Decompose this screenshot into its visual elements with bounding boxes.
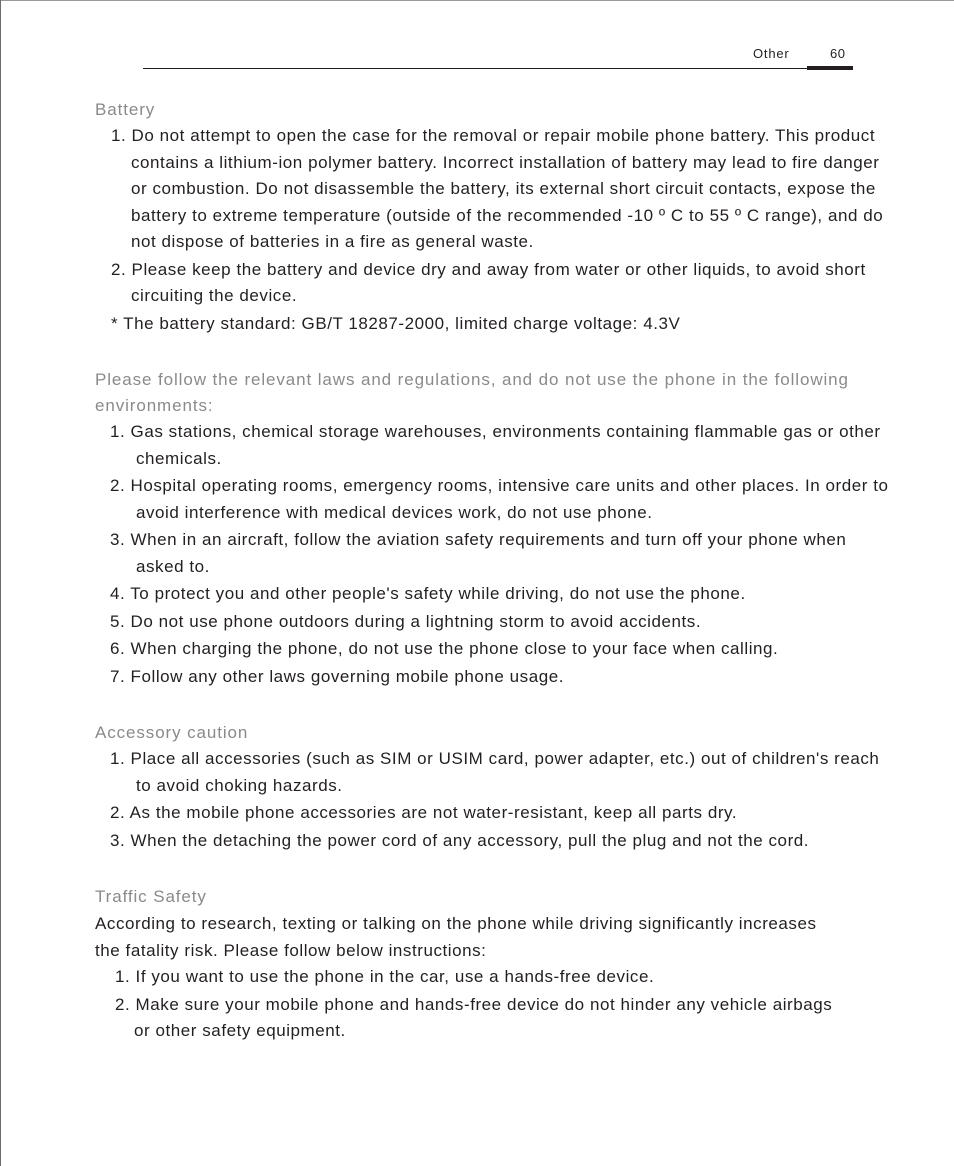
battery-item-2: 2. Please keep the battery and device dry and away from water or other liquids, to avoid short circuiting the device. — [111, 259, 866, 305]
section-spacer — [95, 855, 895, 884]
battery-heading: Battery — [95, 100, 156, 119]
environment-item-1: 1. Gas stations, chemical storage warehouses, environments containing flammable gas or other chemicals. — [110, 422, 881, 468]
header-rule — [143, 68, 853, 69]
section-spacer — [95, 691, 895, 720]
header-section-label: Other — [753, 46, 790, 61]
battery-standard-note: * The battery standard: GB/T 18287-2000, limited charge voltage: 4.3V — [111, 313, 681, 333]
accessory-section — [95, 720, 895, 854]
header-accent-bar — [807, 66, 853, 70]
environment-item-7: 7. Follow any other laws governing mobile phone usage. — [110, 666, 565, 686]
environment-item-2: 2. Hospital operating rooms, emergency rooms, intensive care units and other places. In order to avoid interference with medical devices work, do not use phone. — [110, 476, 889, 522]
accessory-heading: Accessory caution — [95, 723, 249, 742]
section-spacer — [95, 338, 895, 367]
environment-item-6: 6. When charging the phone, do not use the phone close to your face when calling. — [110, 639, 779, 658]
environment-item-5: 5. Do not use phone outdoors during a lightning storm to avoid accidents. — [110, 611, 702, 631]
traffic-item-2: 2. Make sure your mobile phone and hands-free device do not hinder any vehicle airbags or other safety equipment. — [115, 994, 833, 1040]
traffic-heading: Traffic Safety — [95, 887, 207, 906]
environments-section — [95, 367, 895, 690]
environment-item-4: 4. To protect you and other people's safety while driving, do not use the phone. — [110, 584, 746, 603]
battery-item-1: 1. Do not attempt to open the case for the removal or repair mobile phone battery. This product contains a lithium-ion polymer battery. Incorrect installation of battery may lead to fire danger or combustion. Do not disassemble the battery, its external short circuit contacts, expose the battery to extreme temperature (outside of the recommended -10 º C to 55 º C range), and do not dispose of batteries in a fire as general waste. — [111, 126, 884, 251]
accessory-item-3: 3. When the detaching the power cord of any accessory, pull the plug and not the cord. — [110, 830, 810, 850]
traffic-intro: According to research, texting or talking on the phone while driving significantly increases the fatality risk. Please follow below instructions: — [95, 914, 817, 960]
page-left-border — [0, 0, 1, 1166]
accessory-item-2: 2. As the mobile phone accessories are not water-resistant, keep all parts dry. — [110, 803, 738, 822]
environment-item-3: 3. When in an aircraft, follow the aviation safety requirements and turn off your phone when asked to. — [110, 530, 847, 576]
traffic-section — [95, 884, 895, 1045]
environments-heading: Please follow the relevant laws and regulations, and do not use the phone in the following environments: — [95, 370, 849, 415]
traffic-item-1: 1. If you want to use the phone in the car, use a hands-free device. — [115, 967, 655, 986]
accessory-item-1: 1. Place all accessories (such as SIM or USIM card, power adapter, etc.) out of children's reach to avoid choking hazards. — [110, 749, 880, 795]
battery-section — [95, 97, 895, 337]
page-top-border — [0, 0, 954, 1]
page-number: 60 — [830, 46, 846, 61]
page-content — [95, 97, 895, 1046]
